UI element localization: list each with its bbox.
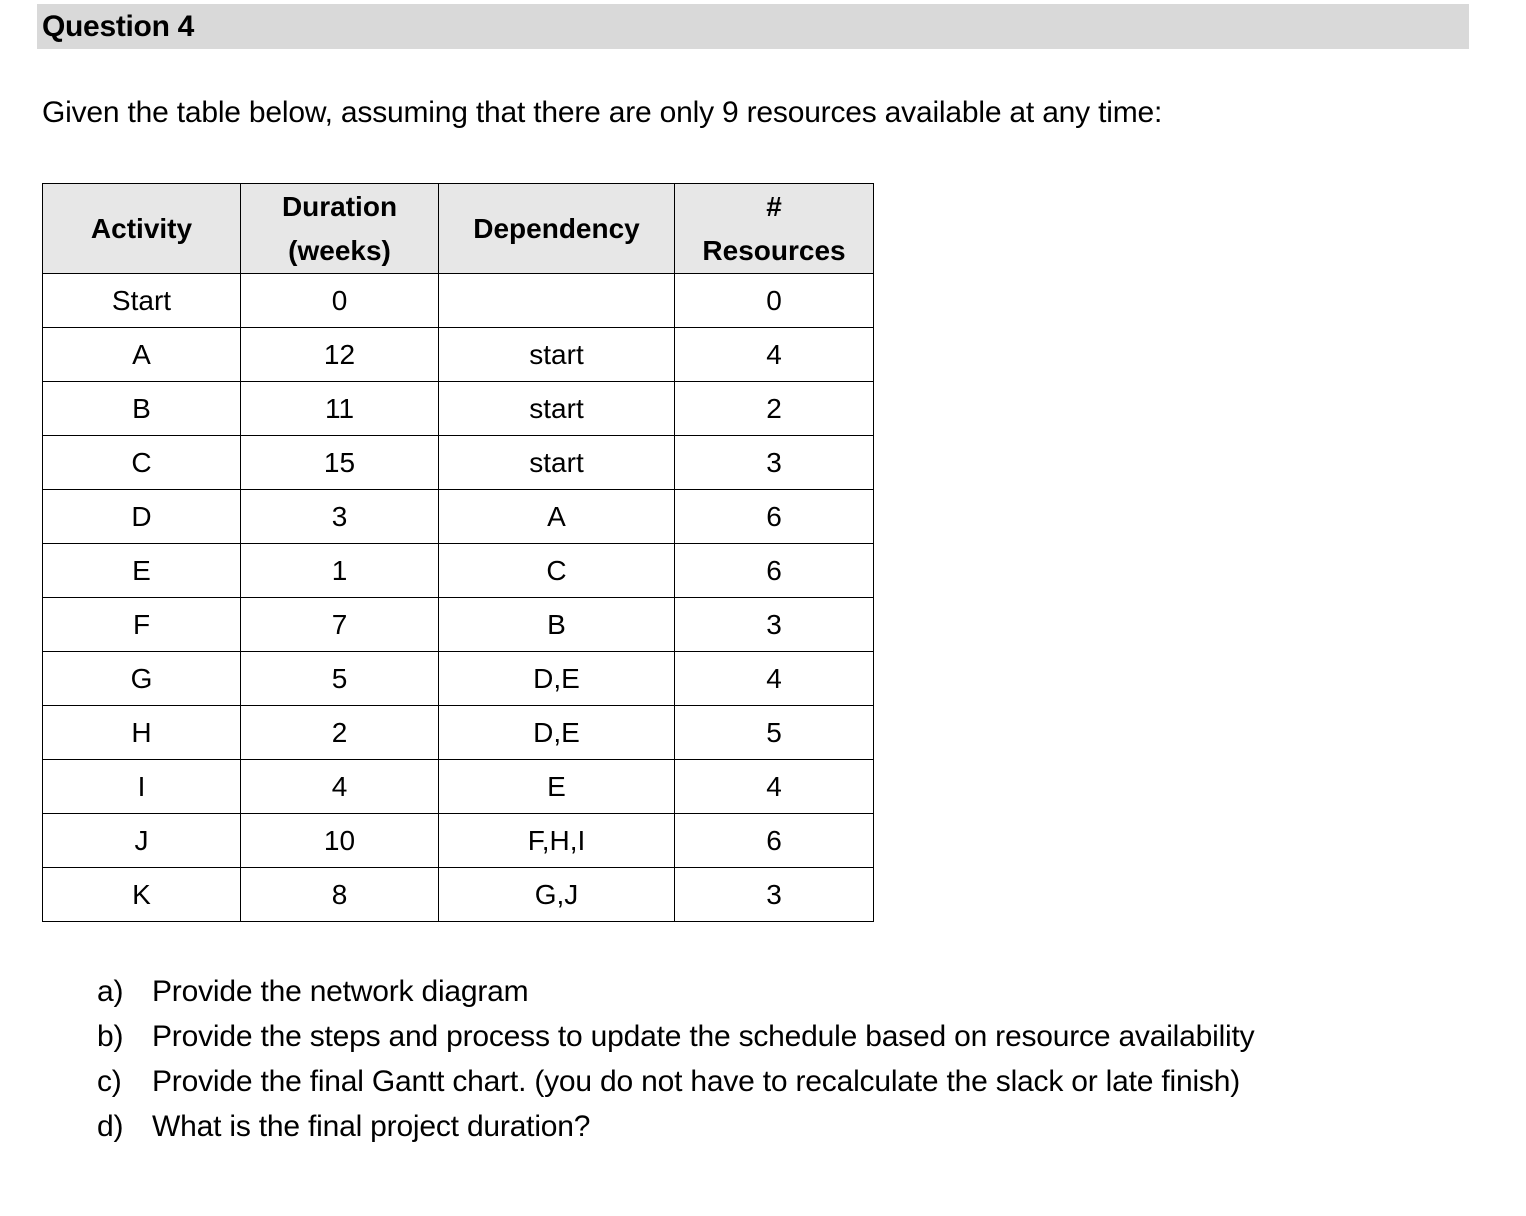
- question-item: [97, 1014, 1254, 1059]
- cell-resources: 2: [675, 382, 874, 436]
- question-heading-bar: [37, 4, 1469, 49]
- cell-resources: 4: [675, 328, 874, 382]
- question-text: Provide the final Gantt chart. (you do not have to recalculate the slack or late finish): [152, 1065, 1240, 1098]
- cell-dependency: D,E: [439, 652, 675, 706]
- cell-activity: Start: [43, 274, 241, 328]
- question-marker: d): [97, 1110, 124, 1143]
- table-header-row: [43, 184, 874, 274]
- header-activity: Activity: [43, 184, 241, 274]
- cell-duration: 2: [241, 706, 439, 760]
- header-resources: [675, 184, 874, 274]
- cell-activity: E: [43, 544, 241, 598]
- cell-resources: 0: [675, 274, 874, 328]
- table-row: [43, 598, 874, 652]
- table-row: [43, 706, 874, 760]
- question-marker: c): [97, 1065, 122, 1098]
- cell-duration: 11: [241, 382, 439, 436]
- cell-duration: 15: [241, 436, 439, 490]
- cell-duration: 0: [241, 274, 439, 328]
- cell-dependency: C: [439, 544, 675, 598]
- header-resources-line2: Resources: [702, 234, 846, 266]
- cell-activity: J: [43, 814, 241, 868]
- cell-duration: 1: [241, 544, 439, 598]
- question-item: [97, 1104, 1254, 1149]
- cell-duration: 5: [241, 652, 439, 706]
- question-marker: a): [97, 975, 124, 1008]
- table-row: [43, 760, 874, 814]
- table-row: [43, 436, 874, 490]
- cell-activity: K: [43, 868, 241, 922]
- cell-dependency: E: [439, 760, 675, 814]
- cell-resources: 3: [675, 598, 874, 652]
- header-duration-line2: (weeks): [288, 234, 391, 266]
- cell-dependency: start: [439, 436, 675, 490]
- table-row: [43, 490, 874, 544]
- table-row: [43, 868, 874, 922]
- question-text: What is the final project duration?: [152, 1110, 591, 1143]
- intro-text: Given the table below, assuming that there are only 9 resources available at any time:: [42, 96, 1163, 129]
- cell-activity: D: [43, 490, 241, 544]
- table-row: [43, 544, 874, 598]
- cell-duration: 3: [241, 490, 439, 544]
- cell-activity: G: [43, 652, 241, 706]
- cell-dependency: [439, 274, 675, 328]
- question-text: Provide the steps and process to update the schedule based on resource availability: [152, 1020, 1255, 1053]
- cell-resources: 5: [675, 706, 874, 760]
- cell-activity: C: [43, 436, 241, 490]
- header-duration: [241, 184, 439, 274]
- cell-dependency: start: [439, 328, 675, 382]
- table-row: [43, 274, 874, 328]
- cell-activity: B: [43, 382, 241, 436]
- cell-activity: A: [43, 328, 241, 382]
- cell-dependency: D,E: [439, 706, 675, 760]
- cell-dependency: G,J: [439, 868, 675, 922]
- cell-resources: 3: [675, 436, 874, 490]
- table-row: [43, 382, 874, 436]
- header-dependency: Dependency: [439, 184, 675, 274]
- cell-dependency: A: [439, 490, 675, 544]
- question-list: [97, 969, 1254, 1149]
- cell-resources: 6: [675, 814, 874, 868]
- question-marker: b): [97, 1020, 124, 1053]
- cell-dependency: start: [439, 382, 675, 436]
- cell-resources: 4: [675, 652, 874, 706]
- cell-resources: 6: [675, 490, 874, 544]
- question-heading: Question 4: [42, 10, 195, 43]
- table-row: [43, 652, 874, 706]
- cell-duration: 12: [241, 328, 439, 382]
- cell-dependency: B: [439, 598, 675, 652]
- question-item: [97, 969, 1254, 1014]
- question-item: [97, 1059, 1254, 1104]
- cell-activity: H: [43, 706, 241, 760]
- activity-table: [42, 183, 874, 922]
- cell-duration: 7: [241, 598, 439, 652]
- cell-activity: F: [43, 598, 241, 652]
- question-text: Provide the network diagram: [152, 975, 529, 1008]
- cell-dependency: F,H,I: [439, 814, 675, 868]
- cell-resources: 4: [675, 760, 874, 814]
- cell-duration: 4: [241, 760, 439, 814]
- cell-duration: 10: [241, 814, 439, 868]
- cell-duration: 8: [241, 868, 439, 922]
- header-resources-line1: #: [766, 190, 782, 222]
- table-row: [43, 814, 874, 868]
- table-row: [43, 328, 874, 382]
- cell-activity: I: [43, 760, 241, 814]
- cell-resources: 6: [675, 544, 874, 598]
- header-duration-line1: Duration: [281, 190, 398, 222]
- cell-resources: 3: [675, 868, 874, 922]
